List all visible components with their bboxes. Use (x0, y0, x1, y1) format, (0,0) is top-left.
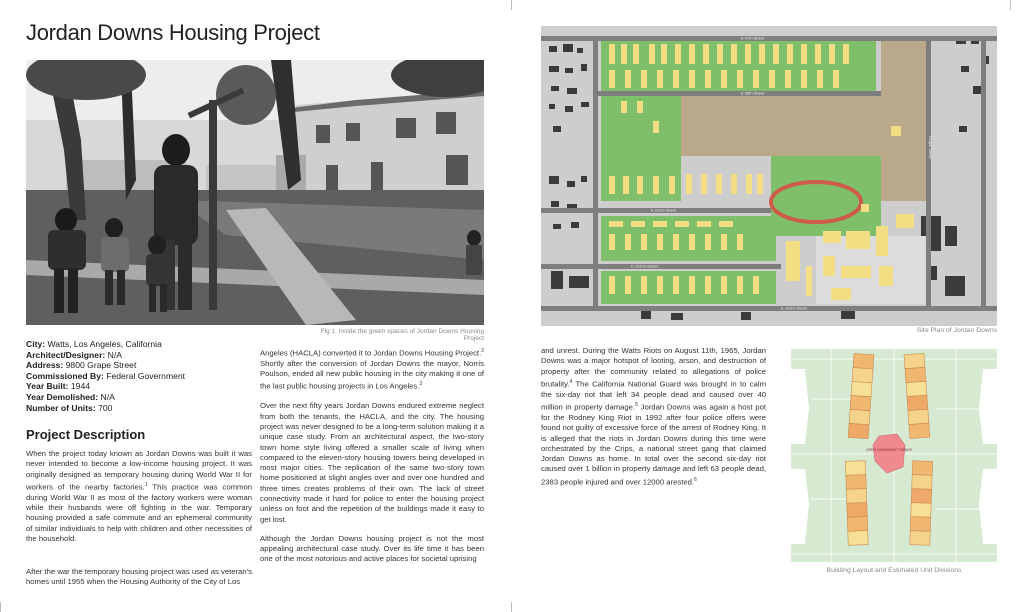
map-label-101st: E 101st Street (651, 207, 677, 213)
site-plan-caption: Site Plan of Jordan Downs (916, 327, 997, 334)
paragraph: After the war the temporary housing project was used as veteran's homes until 1955 when the Housing Authority of the City of Los (26, 567, 252, 587)
crop-mark (511, 602, 512, 612)
fact-year-demolished: Year Demolished: N/A (26, 391, 115, 402)
fact-address: Address: 9800 Grape Street (26, 360, 137, 371)
site-plan-illustration (541, 26, 997, 326)
housing-photo (26, 60, 484, 325)
fact-commissioned: Commissioned By: Federal Government (26, 370, 186, 381)
fact-units: Number of Units: 700 (26, 402, 113, 413)
layout-illustration (791, 349, 997, 562)
layout-caption: Building Layout and Estimated Unit Divisions (826, 567, 962, 574)
body-column-1-bottom (26, 567, 252, 597)
photo-caption: Fig 1: Inside the green spaces of Jordan Downs Housing Project (320, 328, 484, 342)
fact-year-built: Year Built: 1944 (26, 381, 91, 392)
paragraph: and unrest. During the Watts Riots on August 11th, 1965, Jordan Downs was a major hotspot of looting, arson, and destruction of property after the community related to allegations of police brutality.$^4$ The California National Guard was brought in to calm the six-day riot that left 34 people dead and caused over 40 million in property damage.$^5$ Jordan Downs was again a host pot for the Rodney King Riot in 1992 after four police offers were found not guilty of excessive force of the arrest of Rodney King. It is alleged that the riots in Jordan Downs during this time were orchestrated by the Crips, a national street gang that claimed Jordan Downs as home. In total over the second six-day riot caused over 1 billion in property damage and left 63 people dead, 2383 people injured and over 12000 arested.$^6$ (541, 346, 766, 487)
community-space-label: OPEN COMMUNITY SPACE (865, 448, 913, 452)
fact-city: City: Watts, Los Angeles, California (26, 339, 162, 349)
fact-architect: Architect/Designer: N/A (26, 349, 122, 360)
paragraph: Over the next fifty years Jordan Downs endured extreme neglect from both the tenants, the HACLA, and the city. The housing project was never designed to be a long-term solution making it a unique case study. From an architectural aspect, the two-story town home style living offered a smaller scale of living when compared to the eleven-story housing towers being developed in most major cities. The replication of the same two-story town home positioned at slight angles over and over one hundred and three times creates problems of their own. The lack of street connectivity made it hard for police to enter the housing project unless on foot and the repetition of the buildings made it easy to get lost. (260, 401, 484, 524)
map-label-103rd: E 103rd Street (781, 305, 807, 311)
body-column-1 (26, 449, 252, 553)
paragraph: Angeles (HACLA) converted it to Jordan Downs Housing Project.$^2$ Shortly after the conversion of Jordan Downs the mayor, Norris Poulson, ended all new public housing in the city making it one of the last public housing projects in Los Angeles.$^3$ (260, 348, 484, 392)
unit-strip-se (910, 461, 933, 546)
paragraph: Although the Jordan Downs housing project is not the most appealing architectural case study. Over its life time it has been one of the most notorious and active places for societal uprising (260, 533, 484, 564)
project-facts (26, 339, 185, 413)
photo-illustration (26, 60, 484, 325)
crop-mark (511, 0, 512, 10)
map-label-102nd: E 102nd Street (631, 263, 658, 269)
body-column-2 (260, 346, 484, 574)
site-plan-map (541, 26, 997, 326)
map-label-98th: E 98th Street (741, 90, 765, 96)
page-title: Jordan Downs Housing Project (26, 20, 320, 45)
map-label-grape: Grape Street (928, 136, 933, 159)
unit-strip-sw (845, 461, 868, 546)
crop-mark (1010, 0, 1011, 10)
building-layout-diagram (791, 349, 997, 562)
section-heading: Project Description (26, 427, 146, 442)
map-green-field (771, 156, 881, 236)
paragraph: When the project today known as Jordan Downs was built it was never intended to become a low-income housing project. It was originally designed as temporary housing during World War II for workers of the nearby factories.$^1$ This practice was common during World War II as most of the factory workers were woman while their husbands were off fighting in the war. Temporary housing provided a safe commute and an ephemeral community of similar individuals to help with children and other necessities of the household. (26, 449, 252, 543)
body-column-3 (541, 346, 766, 497)
map-label-97th: E 97th Street (741, 35, 765, 41)
crop-mark (0, 602, 1, 612)
